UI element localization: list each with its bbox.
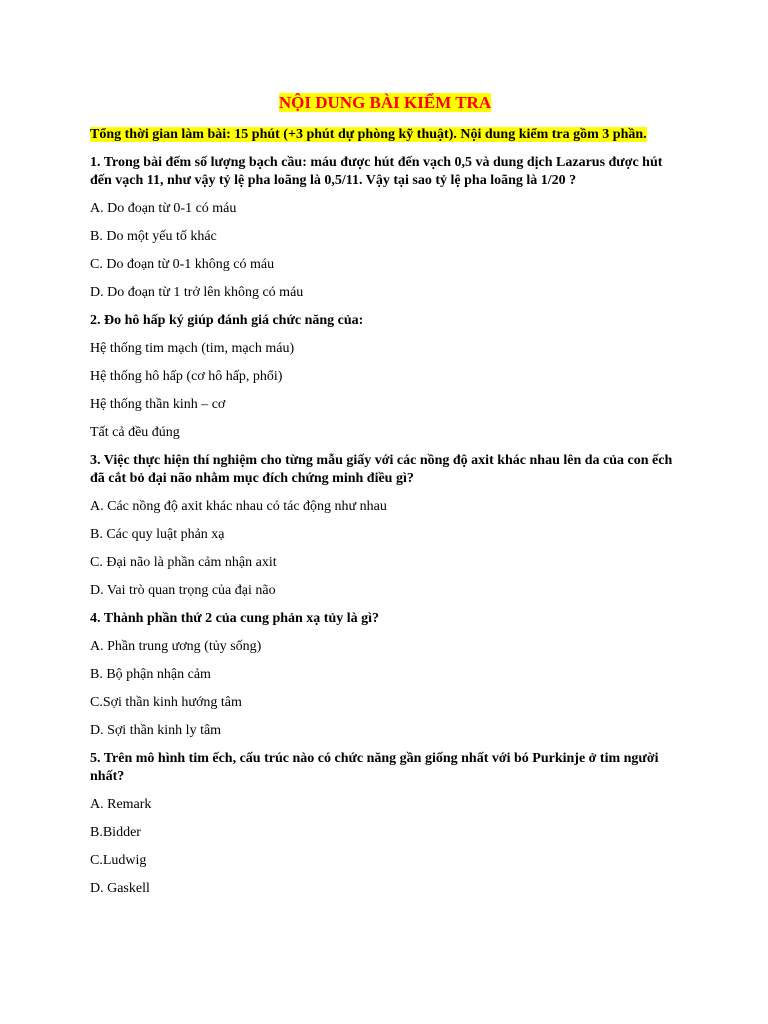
question-text: 1. Trong bài đếm số lượng bạch cầu: máu được hút đến vạch 0,5 và dung dịch Lazarus được hút đến vạch 11, như vậy tỷ lệ pha loãng là 0,5/11. Vậy tại sao tỷ lệ pha loãng là 1/20 ? bbox=[90, 155, 663, 188]
answer-option: B. Do một yếu tố khác bbox=[90, 229, 217, 244]
question-block-1 bbox=[90, 154, 680, 302]
answer-option: B. Bộ phận nhận cảm bbox=[90, 667, 211, 682]
answer-option: D. Do đoạn từ 1 trở lên không có máu bbox=[90, 285, 304, 300]
answer-option: C. Do đoạn từ 0-1 không có máu bbox=[90, 257, 275, 272]
question-text: 5. Trên mô hình tim ếch, cấu trúc nào có chức năng gần giống nhất với bó Purkinje ở tim người nhất? bbox=[90, 751, 659, 784]
question-block-4 bbox=[90, 610, 680, 740]
answer-option: B. Các quy luật phản xạ bbox=[90, 527, 225, 542]
exam-intro-text: Tổng thời gian làm bài: 15 phút (+3 phút dự phòng kỹ thuật). Nội dung kiểm tra gồm 3 phần. bbox=[90, 127, 647, 142]
answer-option: Hệ thống thần kinh – cơ bbox=[90, 397, 226, 412]
question-block-5 bbox=[90, 750, 680, 898]
answer-option: C.Ludwig bbox=[90, 853, 147, 868]
answer-option: C. Đại não là phần cảm nhận axit bbox=[90, 555, 277, 570]
question-block-2 bbox=[90, 312, 680, 442]
answer-option: C.Sợi thần kinh hướng tâm bbox=[90, 695, 242, 710]
answer-option: D. Sợi thần kinh ly tâm bbox=[90, 723, 222, 738]
answer-option: A. Remark bbox=[90, 797, 152, 812]
answer-option: Tất cả đều đúng bbox=[90, 425, 180, 440]
answer-option: A. Phần trung ương (tủy sống) bbox=[90, 639, 262, 654]
answer-option: Hệ thống hô hấp (cơ hô hấp, phổi) bbox=[90, 369, 283, 384]
question-block-3 bbox=[90, 452, 680, 600]
question-text: 2. Đo hô hấp ký giúp đánh giá chức năng của: bbox=[90, 313, 364, 328]
answer-option: B.Bidder bbox=[90, 825, 141, 840]
question-text: 4. Thành phần thứ 2 của cung phản xạ tủy là gì? bbox=[90, 611, 380, 626]
answer-option: D. Gaskell bbox=[90, 881, 150, 896]
question-text: 3. Việc thực hiện thí nghiệm cho từng mẫu giấy với các nồng độ axit khác nhau lên da của con ếch đã cắt bỏ đại não nhằm mục đích chứng minh điều gì? bbox=[90, 453, 673, 486]
exam-intro bbox=[90, 126, 680, 144]
document-title-text: NỘI DUNG BÀI KIỂM TRA bbox=[278, 93, 492, 112]
answer-option: A. Các nồng độ axit khác nhau có tác động như nhau bbox=[90, 499, 387, 514]
document-page bbox=[90, 92, 680, 908]
answer-option: D. Vai trò quan trọng của đại não bbox=[90, 583, 276, 598]
answer-option: A. Do đoạn từ 0-1 có máu bbox=[90, 201, 237, 216]
answer-option: Hệ thống tim mạch (tim, mạch máu) bbox=[90, 341, 295, 356]
document-title bbox=[90, 92, 680, 115]
